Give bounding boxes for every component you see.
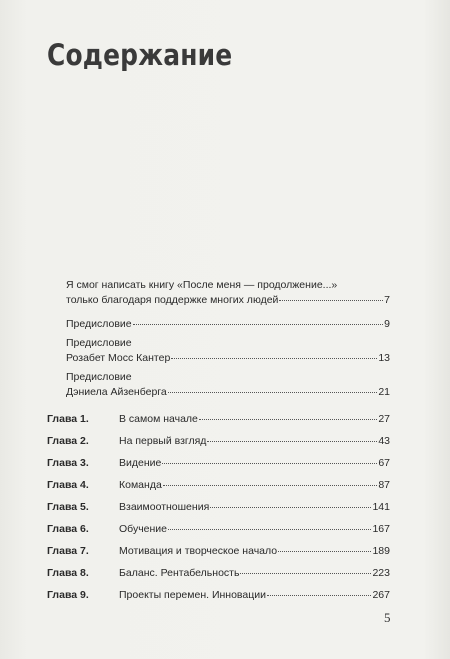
toc-page-number: 189 — [372, 545, 390, 557]
toc-chapter-1[interactable] — [47, 411, 390, 426]
page-number: 5 — [384, 610, 391, 625]
toc-page-number: 167 — [372, 523, 390, 535]
leader-dots — [168, 382, 378, 393]
toc-page-number: 267 — [372, 589, 390, 601]
leader-dots — [199, 409, 377, 420]
toc-chapter-7[interactable] — [47, 543, 390, 558]
chapter-title: Обучение — [119, 523, 168, 535]
toc-chapter-9[interactable] — [47, 587, 390, 602]
toc-page-number: 141 — [372, 501, 390, 513]
toc-page-number: 21 — [378, 386, 390, 398]
toc-entry-title: Предисловие — [66, 318, 132, 330]
chapter-number: Глава 6. — [47, 523, 89, 535]
leader-dots — [210, 497, 371, 508]
toc-chapter-8[interactable] — [47, 565, 390, 580]
leader-dots — [162, 453, 377, 464]
toc-page-number: 67 — [378, 457, 390, 469]
chapter-title: Видение — [119, 457, 162, 469]
chapter-number: Глава 8. — [47, 567, 89, 579]
toc-page-number: 13 — [378, 352, 390, 364]
chapter-number: Глава 3. — [47, 457, 89, 469]
chapter-title: Взаимоотношения — [119, 501, 210, 513]
toc-entry-line: Я смог написать книгу «После меня — продолжение...» — [66, 279, 338, 291]
chapter-title: Проекты перемен. Инновации — [119, 589, 266, 601]
chapter-number: Глава 9. — [47, 589, 89, 601]
toc-entry-line: Предисловие — [66, 337, 132, 349]
page-title: Содержание — [47, 38, 233, 72]
leader-dots — [240, 563, 371, 574]
leader-dots — [279, 290, 383, 301]
toc-page-number: 87 — [378, 479, 390, 491]
leader-dots — [163, 475, 378, 486]
toc-page-number: 27 — [378, 413, 390, 425]
chapter-title: На первый взгляд — [119, 435, 207, 447]
toc-entry-preface-kanter[interactable] — [66, 336, 390, 365]
chapter-title: Баланс. Рентабельность — [119, 567, 240, 579]
toc-page-number: 9 — [384, 318, 390, 330]
leader-dots — [168, 519, 371, 530]
chapter-number: Глава 4. — [47, 479, 89, 491]
toc-page-number: 7 — [384, 294, 390, 306]
leader-dots — [267, 585, 371, 596]
chapter-number: Глава 2. — [47, 435, 89, 447]
toc-chapter-5[interactable] — [47, 499, 390, 514]
leader-dots — [278, 541, 371, 552]
toc-entry-preface-eisenberg[interactable] — [66, 370, 390, 399]
toc-chapter-6[interactable] — [47, 521, 390, 536]
toc-chapter-3[interactable] — [47, 455, 390, 470]
toc-entry-preface[interactable] — [66, 316, 390, 331]
toc-entry-title: Розабет Мосс Кантер — [66, 352, 171, 364]
chapter-number: Глава 7. — [47, 545, 89, 557]
leader-dots — [171, 348, 377, 359]
leader-dots — [133, 314, 384, 325]
chapter-title: Команда — [119, 479, 162, 491]
toc-entry-line: Предисловие — [66, 371, 132, 383]
chapter-number: Глава 5. — [47, 501, 89, 513]
toc-chapter-4[interactable] — [47, 477, 390, 492]
toc-page-number: 43 — [378, 435, 390, 447]
toc-page-number: 223 — [372, 567, 390, 579]
leader-dots — [207, 431, 377, 442]
chapter-title: Мотивация и творческое начало — [119, 545, 278, 557]
toc-entry-title: только благодаря поддержке многих людей — [66, 294, 279, 306]
chapter-number: Глава 1. — [47, 413, 89, 425]
toc-entry-title: Дэниела Айзенберга — [66, 386, 167, 398]
chapter-title: В самом начале — [119, 413, 198, 425]
toc-entry-acknowledgements[interactable] — [66, 278, 390, 307]
toc-chapter-2[interactable] — [47, 433, 390, 448]
